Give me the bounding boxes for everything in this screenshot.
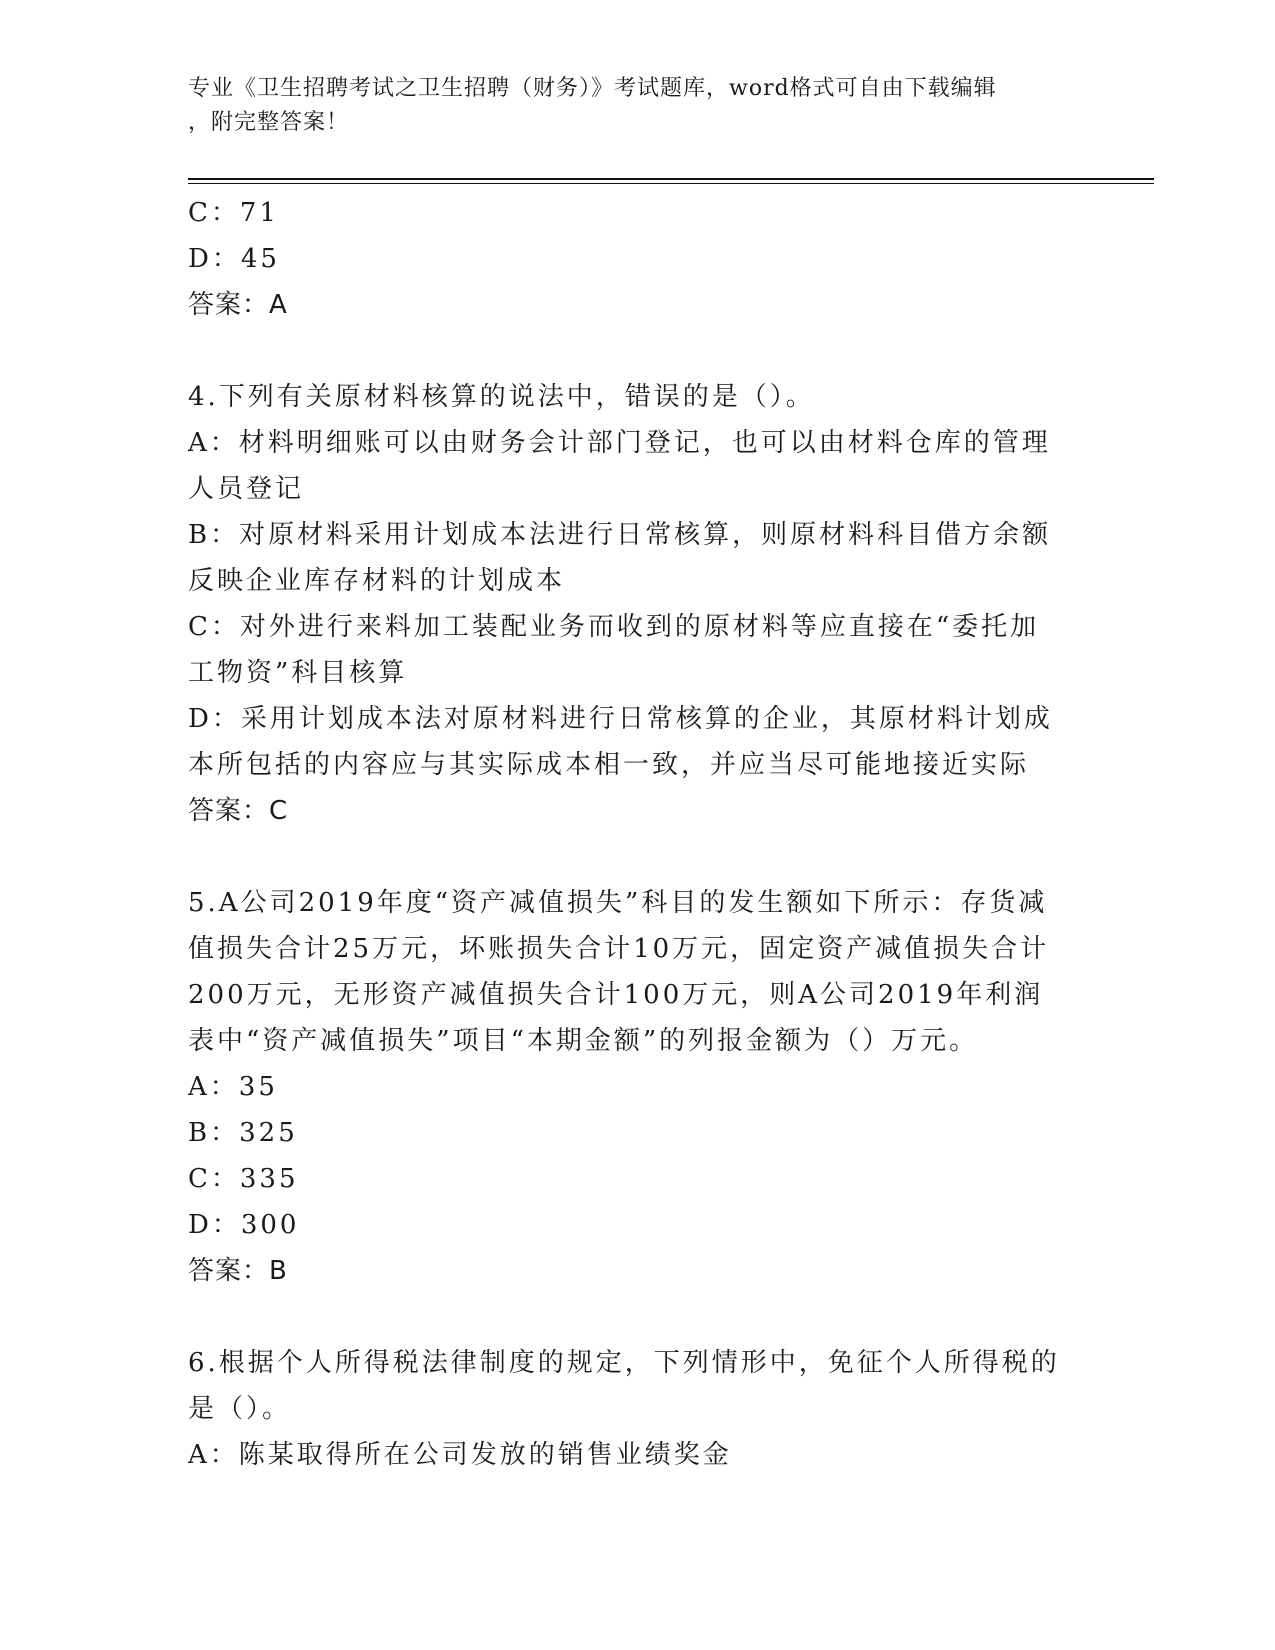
- q6-stem: 6.根据个人所得税法律制度的规定，下列情形中，免征个人所得税的是（）。: [188, 1348, 1060, 1424]
- q3-option-c: C：71: [188, 198, 279, 228]
- q3-answer: 答案：A: [188, 290, 288, 320]
- question-5: [188, 880, 1068, 1294]
- q5-option-c: C：335: [188, 1164, 299, 1194]
- q4-option-d: D：采用计划成本法对原材料进行日常核算的企业，其原材料计划成本所包括的内容应与其实际成本相一致，并应当尽可能地接近实际: [188, 704, 1053, 780]
- spacer: [188, 328, 1068, 374]
- header-line-1: 专业《卫生招聘考试之卫生招聘（财务）》考试题库，word格式可自由下载编辑: [188, 76, 997, 101]
- q5-option-d: D：300: [188, 1210, 300, 1240]
- q3-option-d: D：45: [188, 244, 280, 274]
- q5-answer: 答案：B: [188, 1256, 288, 1286]
- header-rule-thin: [188, 183, 1154, 184]
- q4-answer: 答案：C: [188, 796, 289, 826]
- question-6: [188, 1340, 1068, 1478]
- header-rule-thick: [188, 178, 1154, 180]
- question-list: [188, 190, 1068, 1478]
- q4-option-c: C：对外进行来料加工装配业务而收到的原材料等应直接在“委托加工物资”科目核算: [188, 612, 1040, 688]
- q4-option-b: B：对原材料采用计划成本法进行日常核算，则原材料科目借方余额反映企业库存材料的计划成本: [188, 520, 1052, 596]
- q5-option-a: A：35: [188, 1072, 278, 1102]
- q4-option-a: A：材料明细账可以由财务会计部门登记，也可以由材料仓库的管理人员登记: [188, 428, 1051, 504]
- q6-option-a: A：陈某取得所在公司发放的销售业绩奖金: [188, 1440, 732, 1470]
- document-header: [188, 72, 1088, 140]
- spacer: [188, 834, 1068, 880]
- spacer: [188, 1294, 1068, 1340]
- q4-stem: 4.下列有关原材料核算的说法中，错误的是（）。: [188, 382, 815, 412]
- q5-option-b: B：325: [188, 1118, 298, 1148]
- q5-stem: 5.A公司2019年度“资产减值损失”科目的发生额如下所示：存货减值损失合计25万元，坏账损失合计10万元，固定资产减值损失合计200万元，无形资产减值损失合计100万元，则A公司2019年利润表中“资产减值损失”项目“本期金额”的列报金额为（）万元。: [188, 888, 1050, 1056]
- question-3-tail: [188, 190, 1068, 328]
- header-line-2: ，附完整答案！: [188, 110, 350, 135]
- question-4: [188, 374, 1068, 834]
